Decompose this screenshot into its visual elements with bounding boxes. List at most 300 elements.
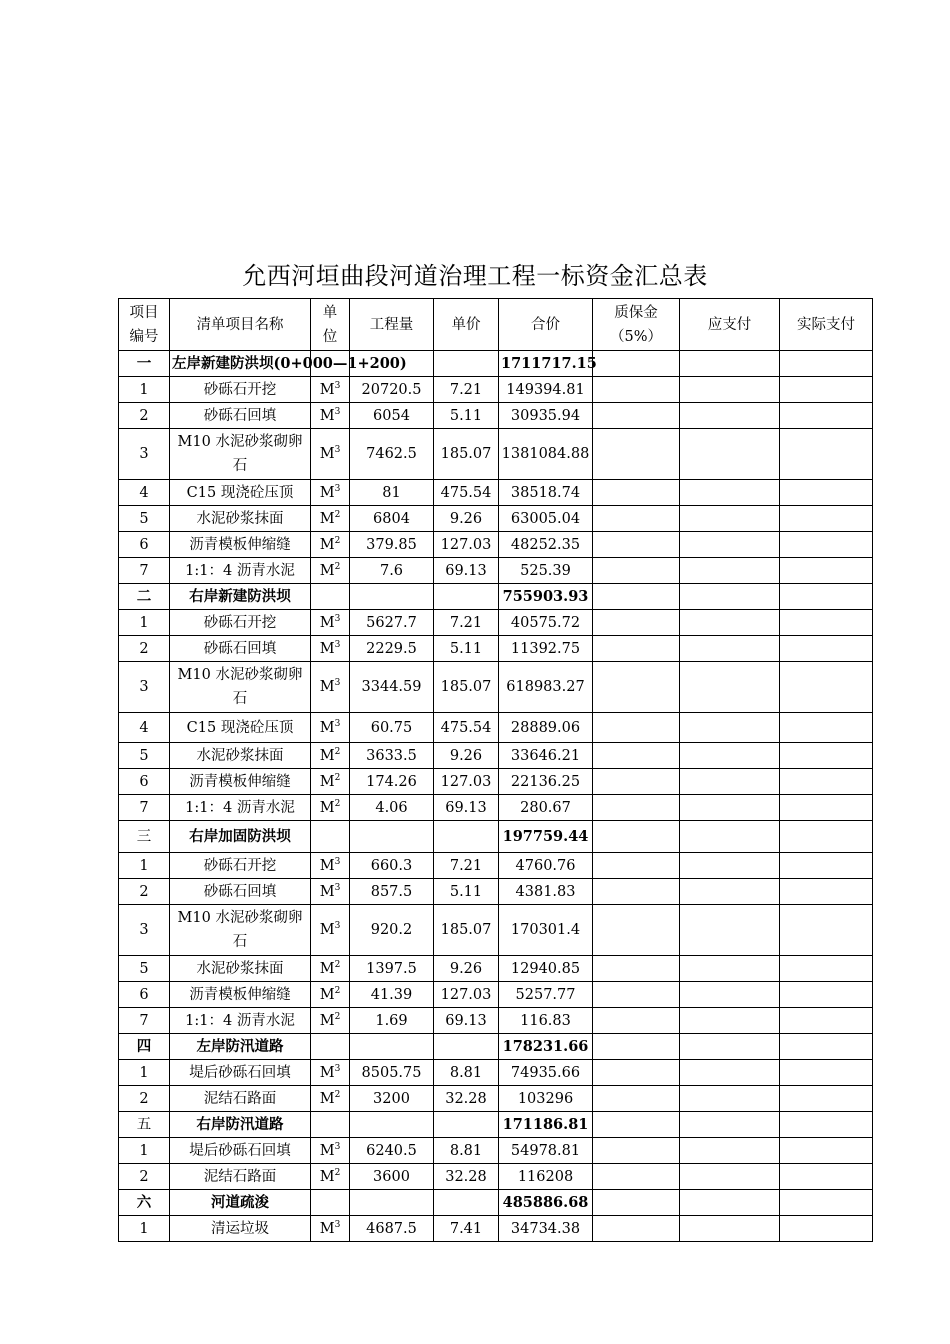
table-row <box>119 610 873 636</box>
item-unit-price: 5.11 <box>434 403 499 429</box>
unit-symbol: M <box>319 773 335 790</box>
item-retention <box>593 956 680 982</box>
item-retention <box>593 480 680 506</box>
section-total: 755903.93 <box>499 584 593 610</box>
item-quantity: 4.06 <box>350 795 434 821</box>
item-total-price: 28889.06 <box>499 713 593 743</box>
item-unit-price: 69.13 <box>434 1008 499 1034</box>
item-unit-price: 475.54 <box>434 480 499 506</box>
item-unit-price: 127.03 <box>434 532 499 558</box>
item-quantity: 920.2 <box>350 905 434 956</box>
item-name: 砂砾石回填 <box>170 403 311 429</box>
item-actual-payment <box>780 636 873 662</box>
table-row <box>119 429 873 480</box>
unit-symbol: M <box>319 484 335 501</box>
item-retention <box>593 429 680 480</box>
item-payable <box>680 879 780 905</box>
item-actual-payment <box>780 1216 873 1242</box>
header-unit: 单 位 <box>311 299 350 351</box>
item-total-price: 4381.83 <box>499 879 593 905</box>
unit-symbol: M <box>319 1142 335 1159</box>
item-actual-payment <box>780 956 873 982</box>
item-number: 6 <box>119 769 170 795</box>
item-unit-price: 185.07 <box>434 905 499 956</box>
item-total-price: 525.39 <box>499 558 593 584</box>
section-quantity <box>350 584 434 610</box>
item-actual-payment <box>780 1008 873 1034</box>
section-unit <box>311 584 350 610</box>
section-unit <box>311 1112 350 1138</box>
item-total-price: 11392.75 <box>499 636 593 662</box>
item-number: 7 <box>119 1008 170 1034</box>
item-number: 3 <box>119 905 170 956</box>
item-payable <box>680 1060 780 1086</box>
unit-symbol: M <box>319 614 335 631</box>
item-name: M10 水泥砂浆砌卵石 <box>170 429 311 480</box>
item-actual-payment <box>780 1060 873 1086</box>
item-payable <box>680 1138 780 1164</box>
section-actual-payment <box>780 351 873 377</box>
item-payable <box>680 743 780 769</box>
section-total: 485886.68 <box>499 1190 593 1216</box>
item-unit-price: 475.54 <box>434 713 499 743</box>
item-payable <box>680 982 780 1008</box>
item-payable <box>680 506 780 532</box>
item-retention <box>593 1216 680 1242</box>
item-payable <box>680 403 780 429</box>
item-unit <box>311 769 350 795</box>
item-unit <box>311 558 350 584</box>
item-actual-payment <box>780 662 873 713</box>
unit-exponent: 3 <box>334 1141 341 1152</box>
item-unit <box>311 1086 350 1112</box>
item-name: 泥结石路面 <box>170 1164 311 1190</box>
item-number: 1 <box>119 1138 170 1164</box>
table-row <box>119 795 873 821</box>
item-retention <box>593 377 680 403</box>
unit-symbol: M <box>319 510 335 527</box>
unit-exponent: 2 <box>334 509 341 520</box>
section-payable <box>680 584 780 610</box>
section-actual-payment <box>780 1034 873 1060</box>
item-total-price: 149394.81 <box>499 377 593 403</box>
item-name: 砂砾石开挖 <box>170 610 311 636</box>
unit-symbol: M <box>319 1012 335 1029</box>
item-quantity: 6240.5 <box>350 1138 434 1164</box>
item-number: 2 <box>119 1086 170 1112</box>
item-number: 1 <box>119 1216 170 1242</box>
item-unit-price: 185.07 <box>434 429 499 480</box>
section-code: 二 <box>119 584 170 610</box>
item-quantity: 41.39 <box>350 982 434 1008</box>
unit-symbol: M <box>319 960 335 977</box>
item-number: 1 <box>119 853 170 879</box>
table-row <box>119 1138 873 1164</box>
section-code: 六 <box>119 1190 170 1216</box>
item-quantity: 7462.5 <box>350 429 434 480</box>
item-quantity: 7.6 <box>350 558 434 584</box>
item-payable <box>680 769 780 795</box>
unit-exponent: 2 <box>334 535 341 546</box>
unit-exponent: 2 <box>334 1089 341 1100</box>
section-payable <box>680 1190 780 1216</box>
item-quantity: 4687.5 <box>350 1216 434 1242</box>
section-actual-payment <box>780 584 873 610</box>
item-unit <box>311 506 350 532</box>
item-unit-price: 8.81 <box>434 1138 499 1164</box>
unit-symbol: M <box>319 799 335 816</box>
item-name: 1:1：4 沥青水泥 <box>170 1008 311 1034</box>
item-unit-price: 185.07 <box>434 662 499 713</box>
unit-symbol: M <box>319 747 335 764</box>
item-payable <box>680 713 780 743</box>
unit-exponent: 2 <box>334 772 341 783</box>
item-unit-price: 9.26 <box>434 506 499 532</box>
item-unit-price: 7.21 <box>434 853 499 879</box>
item-unit <box>311 982 350 1008</box>
table-row <box>119 480 873 506</box>
section-unit-price <box>434 1190 499 1216</box>
item-retention <box>593 610 680 636</box>
item-retention <box>593 713 680 743</box>
item-quantity: 81 <box>350 480 434 506</box>
item-quantity: 8505.75 <box>350 1060 434 1086</box>
section-unit <box>311 1190 350 1216</box>
table-row <box>119 982 873 1008</box>
item-total-price: 30935.94 <box>499 403 593 429</box>
item-unit-price: 9.26 <box>434 743 499 769</box>
unit-exponent: 2 <box>334 1167 341 1178</box>
item-unit <box>311 532 350 558</box>
section-total: 197759.44 <box>499 821 593 853</box>
unit-symbol: M <box>319 719 335 736</box>
item-name: C15 现浇砼压顶 <box>170 480 311 506</box>
item-retention <box>593 905 680 956</box>
header-retention: 质保金 （5%） <box>593 299 680 351</box>
section-name: 右岸防汛道路 <box>170 1112 311 1138</box>
item-payable <box>680 558 780 584</box>
item-name: 砂砾石开挖 <box>170 377 311 403</box>
unit-symbol: M <box>319 407 335 424</box>
table-row <box>119 558 873 584</box>
section-retention <box>593 1190 680 1216</box>
table-header-row <box>119 299 873 351</box>
header-payable: 应支付 <box>680 299 780 351</box>
item-quantity: 3633.5 <box>350 743 434 769</box>
item-unit <box>311 853 350 879</box>
unit-exponent: 3 <box>334 406 341 417</box>
item-number: 6 <box>119 982 170 1008</box>
item-retention <box>593 1008 680 1034</box>
unit-exponent: 3 <box>334 856 341 867</box>
unit-symbol: M <box>319 857 335 874</box>
unit-exponent: 3 <box>334 613 341 624</box>
item-actual-payment <box>780 769 873 795</box>
section-unit-price <box>434 821 499 853</box>
item-total-price: 74935.66 <box>499 1060 593 1086</box>
item-actual-payment <box>780 982 873 1008</box>
item-number: 2 <box>119 1164 170 1190</box>
item-total-price: 34734.38 <box>499 1216 593 1242</box>
unit-symbol: M <box>319 986 335 1003</box>
item-unit <box>311 879 350 905</box>
item-unit-price: 69.13 <box>434 795 499 821</box>
item-name: 砂砾石开挖 <box>170 853 311 879</box>
section-name: 左岸新建防洪坝(0+000—1+200) <box>170 351 311 377</box>
item-name: 堤后砂砾石回填 <box>170 1060 311 1086</box>
item-retention <box>593 769 680 795</box>
item-total-price: 33646.21 <box>499 743 593 769</box>
item-quantity: 174.26 <box>350 769 434 795</box>
item-total-price: 48252.35 <box>499 532 593 558</box>
item-payable <box>680 1216 780 1242</box>
item-unit <box>311 795 350 821</box>
unit-symbol: M <box>319 679 335 695</box>
item-payable <box>680 1086 780 1112</box>
section-code: 四 <box>119 1034 170 1060</box>
item-quantity: 660.3 <box>350 853 434 879</box>
item-quantity: 857.5 <box>350 879 434 905</box>
table-row <box>119 377 873 403</box>
item-actual-payment <box>780 429 873 480</box>
section-row <box>119 1112 873 1138</box>
header-actual-payment: 实际支付 <box>780 299 873 351</box>
item-number: 2 <box>119 403 170 429</box>
section-code: 三 <box>119 821 170 853</box>
item-total-price: 38518.74 <box>499 480 593 506</box>
item-unit <box>311 1164 350 1190</box>
item-retention <box>593 1164 680 1190</box>
item-unit <box>311 956 350 982</box>
item-quantity: 3200 <box>350 1086 434 1112</box>
unit-exponent: 2 <box>334 798 341 809</box>
unit-symbol: M <box>319 562 335 579</box>
unit-exponent: 3 <box>334 380 341 391</box>
unit-exponent: 2 <box>334 746 341 757</box>
document-title: 允西河垣曲段河道治理工程一标资金汇总表 <box>242 262 708 290</box>
item-name: C15 现浇砼压顶 <box>170 713 311 743</box>
table-row <box>119 662 873 713</box>
table-row <box>119 769 873 795</box>
section-unit <box>311 821 350 853</box>
section-retention <box>593 584 680 610</box>
section-code: 一 <box>119 351 170 377</box>
item-number: 1 <box>119 610 170 636</box>
table-row <box>119 905 873 956</box>
unit-exponent: 3 <box>334 1219 341 1230</box>
unit-symbol: M <box>319 446 335 462</box>
section-row <box>119 821 873 853</box>
unit-exponent: 3 <box>334 921 341 931</box>
item-unit <box>311 1138 350 1164</box>
item-number: 3 <box>119 662 170 713</box>
unit-symbol: M <box>319 1064 335 1081</box>
item-actual-payment <box>780 1138 873 1164</box>
section-row <box>119 584 873 610</box>
item-actual-payment <box>780 1086 873 1112</box>
unit-exponent: 3 <box>334 445 341 455</box>
item-name: 1:1：4 沥青水泥 <box>170 795 311 821</box>
item-name: 水泥砂浆抹面 <box>170 956 311 982</box>
section-quantity <box>350 1034 434 1060</box>
unit-exponent: 2 <box>334 985 341 996</box>
item-actual-payment <box>780 377 873 403</box>
item-number: 2 <box>119 636 170 662</box>
table-row <box>119 1008 873 1034</box>
item-actual-payment <box>780 532 873 558</box>
item-unit-price: 5.11 <box>434 879 499 905</box>
item-total-price: 54978.81 <box>499 1138 593 1164</box>
table-row <box>119 1086 873 1112</box>
item-payable <box>680 1008 780 1034</box>
item-quantity: 1397.5 <box>350 956 434 982</box>
table-row <box>119 1164 873 1190</box>
item-actual-payment <box>780 558 873 584</box>
section-total: 171186.81 <box>499 1112 593 1138</box>
table-row <box>119 506 873 532</box>
item-unit <box>311 743 350 769</box>
item-name: 清运垃圾 <box>170 1216 311 1242</box>
item-number: 7 <box>119 558 170 584</box>
item-actual-payment <box>780 713 873 743</box>
item-number: 6 <box>119 532 170 558</box>
section-name: 左岸防汛道路 <box>170 1034 311 1060</box>
item-actual-payment <box>780 795 873 821</box>
unit-exponent: 3 <box>334 639 341 650</box>
item-payable <box>680 636 780 662</box>
item-retention <box>593 558 680 584</box>
unit-exponent: 2 <box>334 959 341 970</box>
item-retention <box>593 1138 680 1164</box>
item-unit <box>311 377 350 403</box>
item-unit <box>311 1008 350 1034</box>
item-payable <box>680 662 780 713</box>
table-row <box>119 403 873 429</box>
item-unit <box>311 403 350 429</box>
item-retention <box>593 662 680 713</box>
section-payable <box>680 821 780 853</box>
item-number: 4 <box>119 480 170 506</box>
item-unit <box>311 1216 350 1242</box>
item-unit-price: 32.28 <box>434 1086 499 1112</box>
table-row <box>119 636 873 662</box>
item-unit-price: 69.13 <box>434 558 499 584</box>
header-total-price: 合价 <box>499 299 593 351</box>
item-unit-price: 7.21 <box>434 377 499 403</box>
table-row <box>119 1060 873 1086</box>
item-unit-price: 127.03 <box>434 769 499 795</box>
item-total-price: 40575.72 <box>499 610 593 636</box>
item-quantity: 2229.5 <box>350 636 434 662</box>
item-unit-price: 7.41 <box>434 1216 499 1242</box>
section-actual-payment <box>780 1112 873 1138</box>
item-name: 砂砾石回填 <box>170 879 311 905</box>
item-quantity: 60.75 <box>350 713 434 743</box>
table-row <box>119 853 873 879</box>
item-payable <box>680 795 780 821</box>
item-quantity: 6804 <box>350 506 434 532</box>
unit-exponent: 2 <box>334 561 341 572</box>
item-total-price: 170301.4 <box>499 905 593 956</box>
item-quantity: 3344.59 <box>350 662 434 713</box>
item-number: 5 <box>119 506 170 532</box>
item-quantity: 379.85 <box>350 532 434 558</box>
table-row <box>119 532 873 558</box>
section-name: 河道疏浚 <box>170 1190 311 1216</box>
unit-symbol: M <box>319 536 335 553</box>
section-retention <box>593 821 680 853</box>
item-unit <box>311 429 350 480</box>
item-retention <box>593 532 680 558</box>
item-retention <box>593 1060 680 1086</box>
unit-symbol: M <box>319 883 335 900</box>
item-actual-payment <box>780 853 873 879</box>
item-name: 堤后砂砾石回填 <box>170 1138 311 1164</box>
table-row <box>119 743 873 769</box>
unit-symbol: M <box>319 1220 335 1237</box>
item-name: M10 水泥砂浆砌卵石 <box>170 905 311 956</box>
item-actual-payment <box>780 506 873 532</box>
unit-symbol: M <box>319 640 335 657</box>
item-total-price: 103296 <box>499 1086 593 1112</box>
item-actual-payment <box>780 879 873 905</box>
item-retention <box>593 982 680 1008</box>
item-unit-price: 7.21 <box>434 610 499 636</box>
item-unit-price: 5.11 <box>434 636 499 662</box>
unit-exponent: 3 <box>334 678 341 688</box>
item-unit-price: 9.26 <box>434 956 499 982</box>
unit-exponent: 3 <box>334 718 341 729</box>
item-total-price: 12940.85 <box>499 956 593 982</box>
item-unit <box>311 610 350 636</box>
item-name: 水泥砂浆抹面 <box>170 506 311 532</box>
unit-symbol: M <box>319 1168 335 1185</box>
item-name: 砂砾石回填 <box>170 636 311 662</box>
section-actual-payment <box>780 821 873 853</box>
item-number: 2 <box>119 879 170 905</box>
unit-exponent: 2 <box>334 1011 341 1022</box>
item-actual-payment <box>780 743 873 769</box>
unit-symbol: M <box>319 1090 335 1107</box>
header-code: 项目 编号 <box>119 299 170 351</box>
item-total-price: 63005.04 <box>499 506 593 532</box>
item-unit <box>311 662 350 713</box>
item-total-price: 5257.77 <box>499 982 593 1008</box>
item-total-price: 4760.76 <box>499 853 593 879</box>
item-total-price: 116208 <box>499 1164 593 1190</box>
fund-summary-table <box>118 298 873 1242</box>
item-total-price: 280.67 <box>499 795 593 821</box>
item-number: 3 <box>119 429 170 480</box>
section-total: 1711717.15 <box>499 351 593 377</box>
item-quantity: 1.69 <box>350 1008 434 1034</box>
section-actual-payment <box>780 1190 873 1216</box>
item-payable <box>680 480 780 506</box>
unit-exponent: 3 <box>334 882 341 893</box>
item-number: 7 <box>119 795 170 821</box>
table-row <box>119 879 873 905</box>
item-unit-price: 8.81 <box>434 1060 499 1086</box>
section-payable <box>680 1034 780 1060</box>
header-quantity: 工程量 <box>350 299 434 351</box>
unit-symbol: M <box>319 922 335 938</box>
item-name: 1:1：4 沥青水泥 <box>170 558 311 584</box>
item-total-price: 116.83 <box>499 1008 593 1034</box>
section-name: 右岸加固防洪坝 <box>170 821 311 853</box>
section-unit <box>311 1034 350 1060</box>
item-retention <box>593 795 680 821</box>
section-row <box>119 1034 873 1060</box>
